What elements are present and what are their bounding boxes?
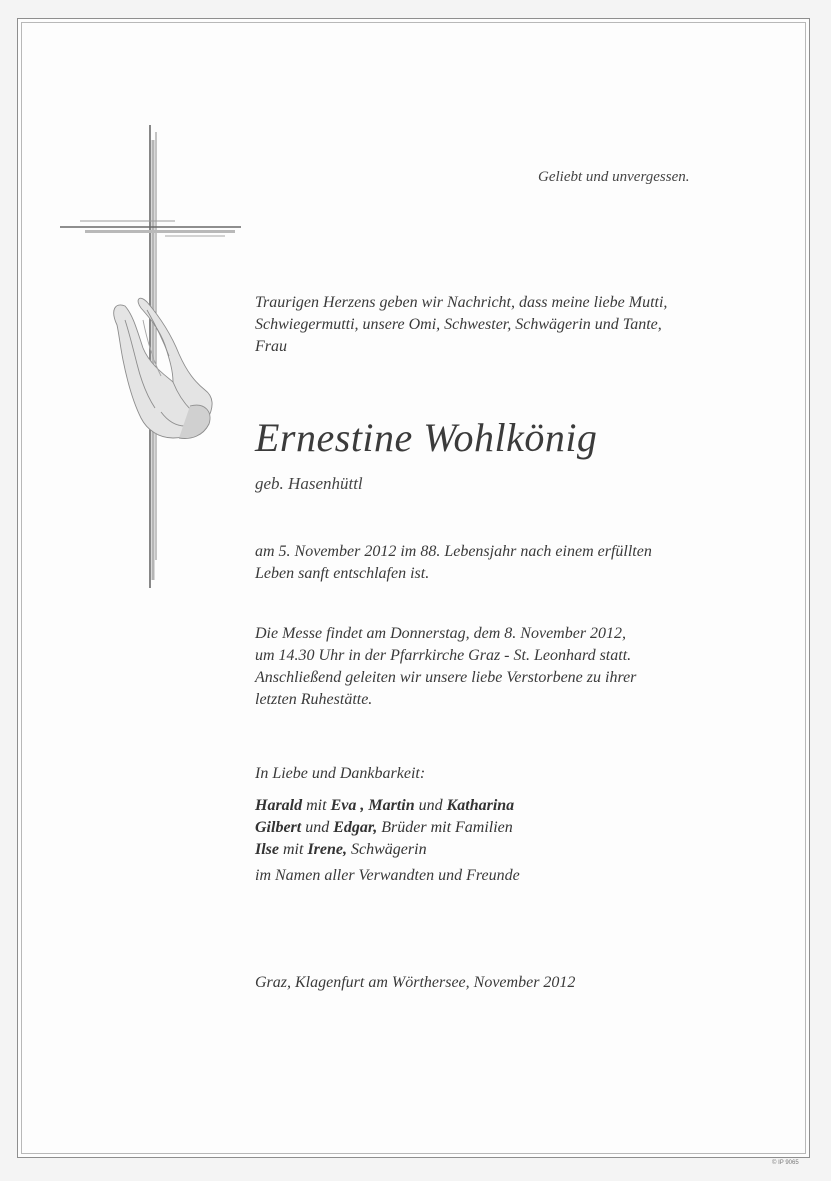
funeral-line: Die Messe findet am Donnerstag, dem 8. November 2012, [255,625,627,642]
intro-line: Traurigen Herzens geben wir Nachricht, dass meine liebe Mutti, [255,294,668,311]
death-line: Leben sanft entschlafen ist. [255,565,430,582]
mourner-line [255,839,514,861]
mourner-connector: Schwägerin [347,841,427,858]
death-notice [255,541,652,585]
mourner-connector: Brüder mit Familien [377,819,513,836]
deceased-name: Ernestine Wohlkönig [255,415,598,460]
mourner-name: Harald [255,797,303,814]
mourner-line [255,817,514,839]
mourner-name: Eva , Martin [330,797,415,814]
mourner-connector: und [301,819,334,836]
place-and-date: Graz, Klagenfurt am Wörthersee, November 2012 [255,974,576,991]
cross-icon [60,125,241,588]
death-line: am 5. November 2012 im 88. Lebensjahr nach einem erfüllten [255,543,652,560]
mourner-connector: und [414,797,447,814]
intro-line: Frau [255,338,287,355]
mourners-note: im Namen aller Verwandten und Freunde [255,867,520,884]
motto-text: Geliebt und unvergessen. [538,169,690,185]
mourner-name: Gilbert [255,819,302,836]
birth-name: geb. Hasenhüttl [255,474,363,493]
announcement-intro [255,292,667,358]
cross-with-praying-hands-illustration [55,120,255,590]
mourner-connector: mit [302,797,331,814]
praying-hands-icon [114,298,212,438]
mourner-name: Edgar, [333,819,378,836]
funeral-line: Anschließend geleiten wir unsere liebe Verstorbene zu ihrer [255,669,637,686]
funeral-line: um 14.30 Uhr in der Pfarrkirche Graz - St. Leonhard statt. [255,647,632,664]
mourner-line [255,795,514,817]
mourner-name: Katharina [446,797,515,814]
mourner-name: Ilse [255,841,279,858]
mourners-list [255,795,514,861]
funeral-line: letzten Ruhestätte. [255,691,373,708]
mourners-heading: In Liebe und Dankbarkeit: [255,765,426,782]
mourner-name: Irene, [307,841,348,858]
print-reference: © IP 9065 [772,1160,799,1166]
mourner-connector: mit [279,841,308,858]
intro-line: Schwiegermutti, unsere Omi, Schwester, Schwägerin und Tante, [255,316,662,333]
funeral-details [255,623,636,711]
